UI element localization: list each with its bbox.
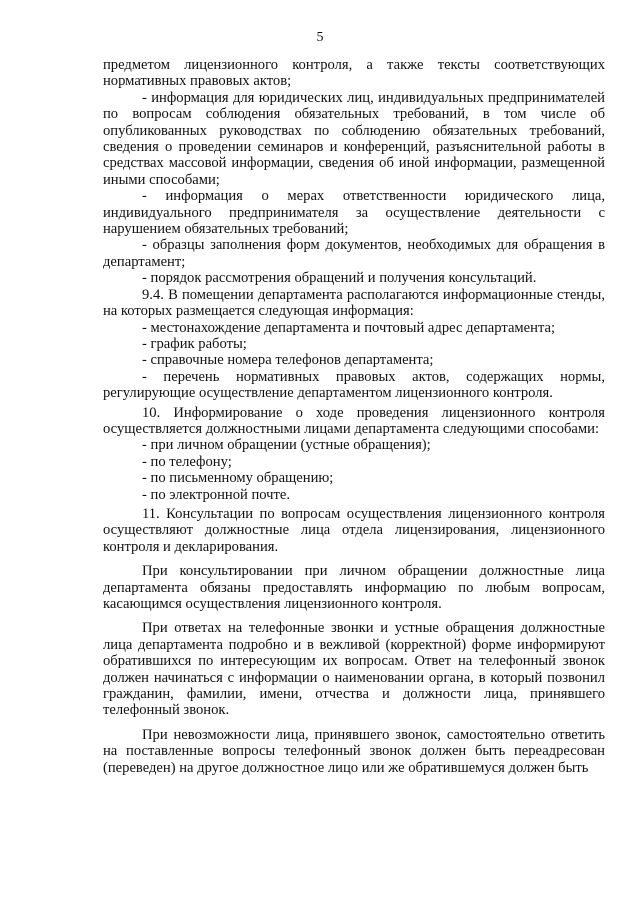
list-item: - при личном обращении (устные обращения); [142, 437, 431, 454]
paragraph: При невозможности лица, принявшего звонок, самостоятельно ответить на поставленные вопросы телефонный звонок должен быть переадресован (переведен) на другое должностное лицо или же обратившемуся должен быть [103, 726, 605, 776]
paragraph: 11. Консультации по вопросам осуществления лицензионного контроля осуществляют должностные лица отдела лицензирования, лицензионного контроля и декларирования. [103, 505, 605, 555]
list-item: - по электронной почте. [142, 486, 291, 503]
list-item: - информация для юридических лиц, индивидуальных предпринимателей по вопросам соблюдения обязательных требований, в том числе об опубликованных руководствах по соблюдению обязательных требований, сведения о проведении семинаров и конференций, разъяснительной работы в средствах массовой информации, сведения об иной информации, размещенной иными способами; [103, 89, 605, 188]
paragraph: предметом лицензионного контроля, а также тексты соответствующих нормативных правовых актов; [103, 57, 605, 90]
list-item: - справочные номера телефонов департамента; [142, 352, 434, 369]
list-item: - местонахождение департамента и почтовый адрес департамента; [142, 319, 556, 336]
page-number: 5 [316, 30, 324, 45]
paragraph: 10. Информирование о ходе проведения лицензионного контроля осуществляется должностными лицами департамента следующими способами: [103, 404, 605, 437]
list-item: - по телефону; [142, 453, 232, 470]
paragraph: 9.4. В помещении департамента располагаются информационные стенды, на которых размещается следующая информация: [103, 286, 605, 320]
list-item: - перечень нормативных правовых актов, содержащих нормы, регулирующие осуществление департаментом лицензионного контроля. [103, 368, 605, 402]
list-item: - образцы заполнения форм документов, необходимых для обращения в департамент; [103, 237, 605, 270]
paragraph: При консультировании при личном обращении должностные лица департамента обязаны предоставлять информацию по любым вопросам, касающимся осуществления лицензионного контроля. [103, 563, 605, 612]
list-item: - порядок рассмотрения обращений и получения консультаций. [142, 270, 537, 287]
list-item: - график работы; [142, 335, 247, 352]
list-item: - по письменному обращению; [142, 470, 334, 487]
document-body [103, 57, 605, 776]
paragraph: При ответах на телефонные звонки и устные обращения должностные лица департамента подробно и в вежливой (корректной) форме информируют обратившихся по интересующим их вопросам. Ответ на телефонный звонок должен начинаться с информации о наименовании органа, в который позвонил гражданин, фамилии, имени, отчества и должности лица, принявшего телефонный звонок. [103, 620, 605, 719]
list-item: - информация о мерах ответственности юридического лица, индивидуального предпринимателя за осуществление деятельности с нарушением обязательных требований; [103, 188, 605, 238]
